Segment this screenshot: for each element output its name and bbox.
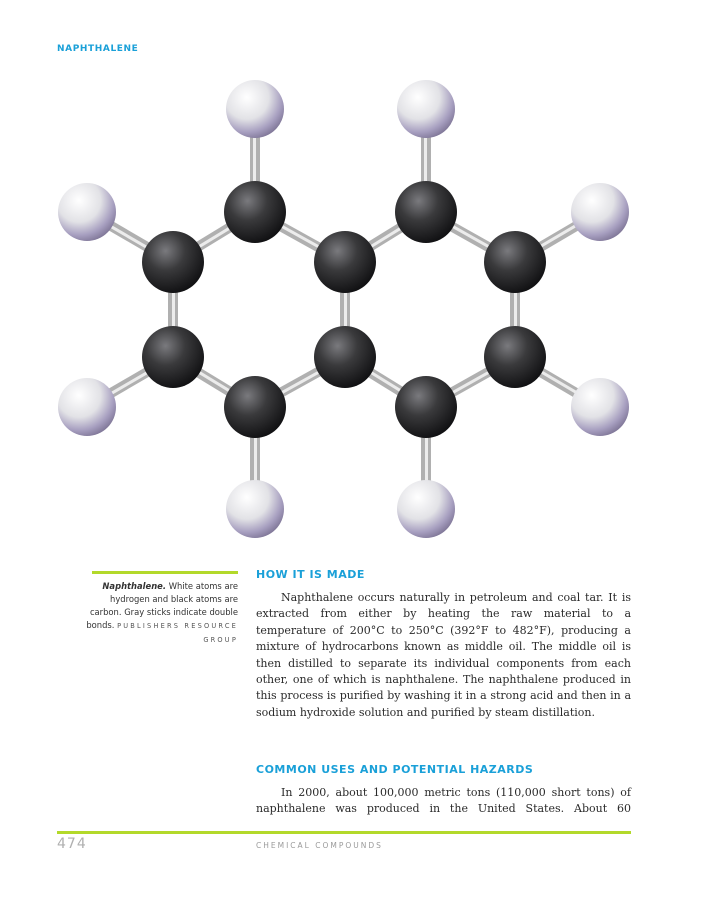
caption-lead: Naphthalene. [102, 581, 167, 591]
page-number: 474 [57, 836, 87, 852]
carbon-atom [142, 326, 204, 388]
hydrogen-atom [226, 80, 284, 138]
carbon-atom [395, 181, 457, 243]
carbon-atom [314, 231, 376, 293]
section-paragraph-common-uses: In 2000, about 100,000 metric tons (110,000 short tons) of naphthalene was produced in the United States. About 60 [256, 786, 631, 816]
caption-credit: PUBLISHERS RESOURCE GROUP [117, 622, 238, 644]
hydrogen-atom [571, 378, 629, 436]
hydrogen-atom [226, 480, 284, 538]
hydrogen-atom [58, 378, 116, 436]
naphthalene-molecule-figure [57, 72, 630, 542]
hydrogen-atom [571, 183, 629, 241]
carbon-atom [224, 181, 286, 243]
caption-rule [92, 571, 238, 574]
bond-group [84, 109, 602, 509]
book-title: CHEMICAL COMPOUNDS [256, 841, 383, 850]
hydrogen-atom [397, 480, 455, 538]
carbon-atom [484, 326, 546, 388]
section-heading-how-it-is-made: HOW IT IS MADE [256, 568, 365, 581]
carbon-atom [314, 326, 376, 388]
carbon-atom [484, 231, 546, 293]
section-paragraph-how-it-is-made: Naphthalene occurs naturally in petroleum and coal tar. It is extracted from either by heating the raw material to a temperature of 200°C to 250°C (392°F to 482°F), producing a mixture of hydrocarbons known as middle oil. The middle oil is then distilled to separate its individual components from each other, one of which is naphthalene. The naphthalene produced in this process is purified by washing it in a strong acid and then in a sodium hydroxide solution and purified by steam distillation. [256, 591, 631, 719]
section-heading-common-uses: COMMON USES AND POTENTIAL HAZARDS [256, 763, 534, 776]
carbon-atom [224, 376, 286, 438]
figure-caption [80, 580, 238, 647]
hydrogen-atom [397, 80, 455, 138]
caption-text: White atoms are hydrogen and black atoms are carbon. Gray sticks indicate double bonds. [86, 581, 238, 630]
carbon-atom [395, 376, 457, 438]
carbon-atom [142, 231, 204, 293]
footer-rule [57, 831, 631, 834]
running-head: NAPHTHALENE [57, 44, 139, 54]
hydrogen-atom [58, 183, 116, 241]
